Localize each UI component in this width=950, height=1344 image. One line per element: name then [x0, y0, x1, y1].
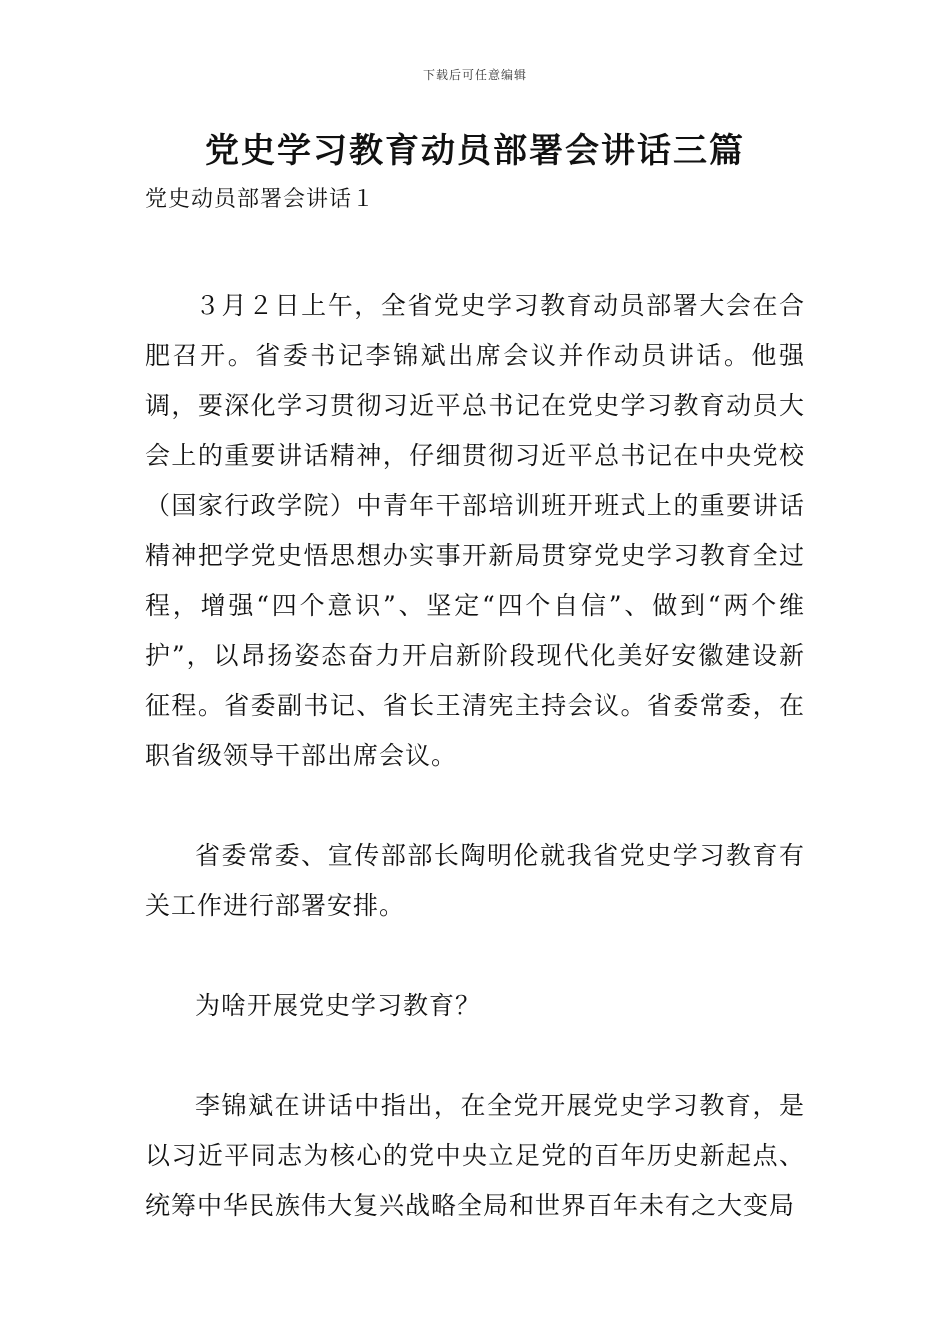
document-body [145, 281, 805, 1231]
paragraph-1: ３月２日上午，全省党史学习教育动员部署大会在合肥召开。省委书记李锦斌出席会议并作动员讲话。他强调，要深化学习贯彻习近平总书记在党史学习教育动员大会上的重要讲话精神，仔细贯彻习近平总书记在中央党校（国家行政学院）中青年干部培训班开班式上的重要讲话精神把学党史悟思想办实事开新局贯穿党史学习教育全过程，增强“四个意识”、坚定“四个自信”、做到“两个维护”，以昂扬姿态奋力开启新阶段现代化美好安徽建设新征程。省委副书记、省长王清宪主持会议。省委常委，在职省级领导干部出席会议。 [145, 291, 805, 770]
paragraph-2: 省委常委、宣传部部长陶明伦就我省党史学习教育有关工作进行部署安排。 [145, 841, 805, 920]
paragraph-gap [145, 931, 805, 981]
document-title: 党史学习教育动员部署会讲话三篇 [205, 131, 745, 171]
header-note: 下载后可任意编辑 [422, 68, 527, 82]
paragraph-gap [145, 781, 805, 831]
section-subheading: 党史动员部署会讲话１ [145, 187, 376, 212]
paragraph-gap [145, 1031, 805, 1081]
paragraph-4: 李锦斌在讲话中指出，在全党开展党史学习教育，是以习近平同志为核心的党中央立足党的百年历史新起点、统筹中华民族伟大复兴战略全局和世界百年未有之大变局 [145, 1091, 805, 1220]
paragraph-3: 为啥开展党史学习教育？ [195, 991, 482, 1020]
